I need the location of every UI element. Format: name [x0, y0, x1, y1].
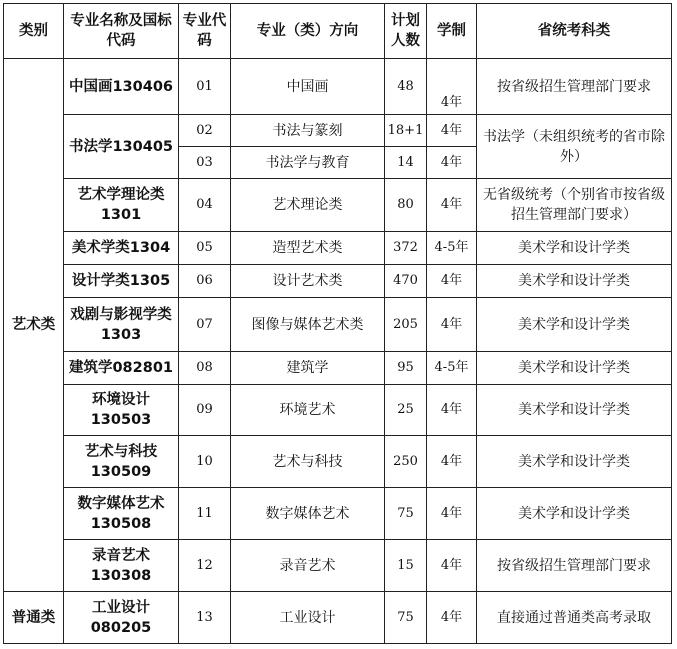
- years: 4年: [427, 540, 477, 592]
- years: 4-5年: [427, 232, 477, 265]
- major-code: 10: [179, 436, 231, 488]
- direction: 中国画: [231, 59, 385, 115]
- direction: 工业设计: [231, 592, 385, 644]
- years: 4年: [427, 59, 477, 115]
- years: 4年: [427, 385, 477, 436]
- major-code: 04: [179, 179, 231, 232]
- major-name: 工业设计080205: [64, 592, 179, 644]
- exam-requirement: 美术学和设计学类: [477, 436, 672, 488]
- table-row: [4, 488, 672, 540]
- major-code: 11: [179, 488, 231, 540]
- table-row: [4, 592, 672, 644]
- major-code: 07: [179, 298, 231, 352]
- years: 4年: [427, 436, 477, 488]
- plan-count: 95: [385, 352, 427, 385]
- plan-count: 48: [385, 59, 427, 115]
- years: 4年: [427, 265, 477, 298]
- table-row: [4, 115, 672, 147]
- table-row: [4, 385, 672, 436]
- years: 4年: [427, 298, 477, 352]
- exam-requirement: 美术学和设计学类: [477, 385, 672, 436]
- table-row: [4, 352, 672, 385]
- major-name: 书法学130405: [64, 115, 179, 179]
- exam-requirement: 美术学和设计学类: [477, 265, 672, 298]
- major-code: 03: [179, 147, 231, 179]
- category-art: 艺术类: [4, 59, 64, 592]
- direction: 录音艺术: [231, 540, 385, 592]
- years: 4年: [427, 147, 477, 179]
- exam-requirement: 书法学（未组织统考的省市除外）: [477, 115, 672, 179]
- exam-requirement: 直接通过普通类高考录取: [477, 592, 672, 644]
- header-major-name: 专业名称及国标代码: [64, 4, 179, 59]
- table-row: [4, 436, 672, 488]
- plan-count: 250: [385, 436, 427, 488]
- direction: 设计艺术类: [231, 265, 385, 298]
- table-row: [4, 232, 672, 265]
- major-name: 数字媒体艺术130508: [64, 488, 179, 540]
- direction: 书法学与教育: [231, 147, 385, 179]
- major-name: 设计学类1305: [64, 265, 179, 298]
- major-name: 录音艺术130308: [64, 540, 179, 592]
- exam-requirement: 美术学和设计学类: [477, 488, 672, 540]
- exam-requirement: 无省级统考（个别省市按省级招生管理部门要求）: [477, 179, 672, 232]
- exam-requirement: 按省级招生管理部门要求: [477, 59, 672, 115]
- direction: 建筑学: [231, 352, 385, 385]
- plan-count: 470: [385, 265, 427, 298]
- exam-requirement: 美术学和设计学类: [477, 232, 672, 265]
- major-name: 环境设计130503: [64, 385, 179, 436]
- table-row: [4, 540, 672, 592]
- header-plan: 计划人数: [385, 4, 427, 59]
- direction: 造型艺术类: [231, 232, 385, 265]
- major-code: 12: [179, 540, 231, 592]
- table-row: [4, 298, 672, 352]
- direction: 数字媒体艺术: [231, 488, 385, 540]
- admissions-table: [3, 3, 672, 644]
- direction: 艺术理论类: [231, 179, 385, 232]
- plan-count: 75: [385, 488, 427, 540]
- plan-count: 80: [385, 179, 427, 232]
- major-code: 08: [179, 352, 231, 385]
- plan-count: 205: [385, 298, 427, 352]
- years: 4年: [427, 115, 477, 147]
- direction: 图像与媒体艺术类: [231, 298, 385, 352]
- exam-requirement: 美术学和设计学类: [477, 352, 672, 385]
- major-code: 05: [179, 232, 231, 265]
- years: 4年: [427, 488, 477, 540]
- years: 4年: [427, 592, 477, 644]
- plan-count: 14: [385, 147, 427, 179]
- direction: 环境艺术: [231, 385, 385, 436]
- exam-requirement: 美术学和设计学类: [477, 298, 672, 352]
- plan-count: 372: [385, 232, 427, 265]
- exam-requirement: 按省级招生管理部门要求: [477, 540, 672, 592]
- category-general: 普通类: [4, 592, 64, 644]
- major-code: 01: [179, 59, 231, 115]
- major-name: 戏剧与影视学类1303: [64, 298, 179, 352]
- direction: 艺术与科技: [231, 436, 385, 488]
- header-major-code: 专业代码: [179, 4, 231, 59]
- plan-count: 15: [385, 540, 427, 592]
- table-row: [4, 265, 672, 298]
- header-exam: 省统考科类: [477, 4, 672, 59]
- years: 4年: [427, 179, 477, 232]
- direction: 书法与篆刻: [231, 115, 385, 147]
- table-row: [4, 179, 672, 232]
- header-years: 学制: [427, 4, 477, 59]
- table-row: [4, 59, 672, 115]
- plan-count: 18+1: [385, 115, 427, 147]
- major-name: 建筑学082801: [64, 352, 179, 385]
- plan-count: 75: [385, 592, 427, 644]
- header-category: 类别: [4, 4, 64, 59]
- years: 4-5年: [427, 352, 477, 385]
- major-code: 09: [179, 385, 231, 436]
- plan-count: 25: [385, 385, 427, 436]
- major-code: 02: [179, 115, 231, 147]
- major-name: 艺术与科技130509: [64, 436, 179, 488]
- major-code: 13: [179, 592, 231, 644]
- major-name: 艺术学理论类1301: [64, 179, 179, 232]
- header-row: [4, 4, 672, 59]
- major-name: 美术学类1304: [64, 232, 179, 265]
- major-name: 中国画130406: [64, 59, 179, 115]
- major-code: 06: [179, 265, 231, 298]
- header-direction: 专业（类）方向: [231, 4, 385, 59]
